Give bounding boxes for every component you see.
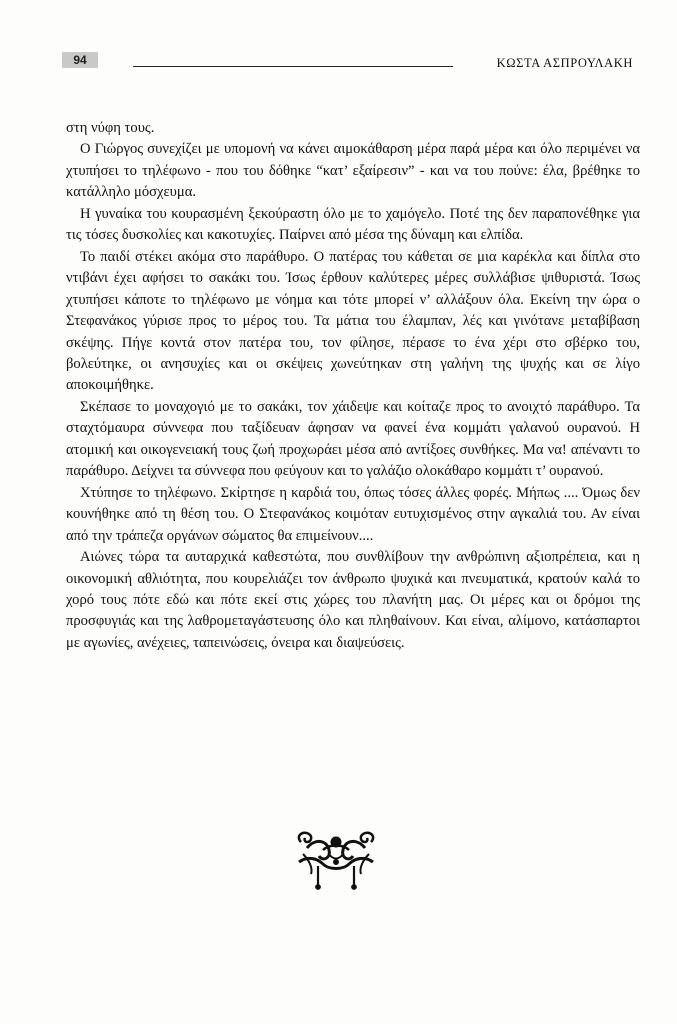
- paragraph-6: Χτύπησε το τηλέφωνο. Σκίρτησε η καρδιά του, όπως τόσες άλλες φορές. Μήπως .... Όμως δεν κουνήθηκε από τη θέση του. Ο Στεφανάκος κοιμόταν ευτυχισμένος στην αγκαλιά του. Αν είναι από την τράπεζα οργάνων σώματος θα επιμείνουν....: [66, 484, 640, 544]
- page-number: 94: [62, 52, 98, 68]
- paragraph-1: στη νύφη τους.: [66, 120, 155, 136]
- page-header: [0, 0, 677, 90]
- paragraph-2: Ο Γιώργος συνεχίζει με υπομονή να κάνει αιμοκάθαρση μέρα παρά μέρα και όλο περιμένει να χτυπήσει το τηλέφωνο - που του δόθηκε “κατ’ εξαίρεσιν” - και να του πούνε: έλα, βρέθηκε το κατάλληλο μόσχευμα.: [66, 141, 640, 201]
- running-title: ΚΩΣΤΑ ΑΣΠΡΟΥΛΑΚΗ: [496, 56, 633, 70]
- paragraph-7: Αιώνες τώρα τα αυταρχικά καθεστώτα, που συνθλίβουν την ανθρώπινη αξιοπρέπεια, και η οικονομική αθλιότητα, που κουρελιάζει τον άνθρωπο ψυχικά και πνευματικά, κρατούν καλά το χορό τους πότε εδώ και πότε εκεί στις χώρες του πλανήτη μας. Οι μέρες και οι δρόμοι της προσφυγιάς και της λαθρομεταγάστευσης όλο και πληθαίνουν. Και είναι, αλίμονο, κατάσπαρτοι με αγωνίες, ανέχειες, ταπεινώσεις, όνειρα και διαψεύσεις.: [66, 549, 640, 651]
- body-text: [66, 118, 640, 654]
- paragraph-5: Σκέπασε το μοναχογιό με το σακάκι, τον χάιδεψε και κοίταζε προς το ανοιχτό παράθυρο. Τα σταχτόμαυρα σύννεφα που ταξίδευαν άφησαν να φανεί ένα κομμάτι γαλανού ουρανού. Η ατομική και οικογενειακή τους ζωή προχωράει μέσα από αντίξοες συνθήκες. Μα να! απέναντι το παράθυρο. Δείχνει τα σύννεφα που φεύγουν και το γαλάζιο ολοκάθαρο κομμάτι τ’ ουρανού.: [66, 398, 640, 480]
- paragraph-3: Η γυναίκα του κουρασμένη ξεκούραστη όλο με το χαμόγελο. Ποτέ της δεν παραπονέθηκε για τις τόσες δυσκολίες και κακοτυχίες. Παίρνει από μέσα της δύναμη και ελπίδα.: [66, 205, 640, 244]
- header-rule: [133, 66, 453, 67]
- paragraph-4: Το παιδί στέκει ακόμα στο παράθυρο. Ο πατέρας του κάθεται σε μια καρέκλα και δίπλα στο ντιβάνι έχει αφήσει το σακάκι του. Ίσως έρθουν καλύτερες μέρες συλλάβισε ψιθυριστά. Ίσως χτυπήσει κάποτε το τηλέφωνο με νόημα και τότε μπορεί ν’ αλλάξουν όλα. Εκείνη την ώρα ο Στεφανάκος γύρισε προς το μέρος του. Τα μάτια του έλαμπαν, λές και γινότανε μεταβίβαση σκέψης. Πήγε κοντά στον πατέρα του, τον φίλησε, πέρασε το ένα χέρι στο σβέρκο του, βολεύτηκε, οι ανησυχίες και οι σκέψεις χωνεύτηκαν στη γαλήνη της ψυχής και σε λίγο αποκοιμήθηκε.: [66, 248, 640, 394]
- floral-ornament-icon: [293, 828, 379, 892]
